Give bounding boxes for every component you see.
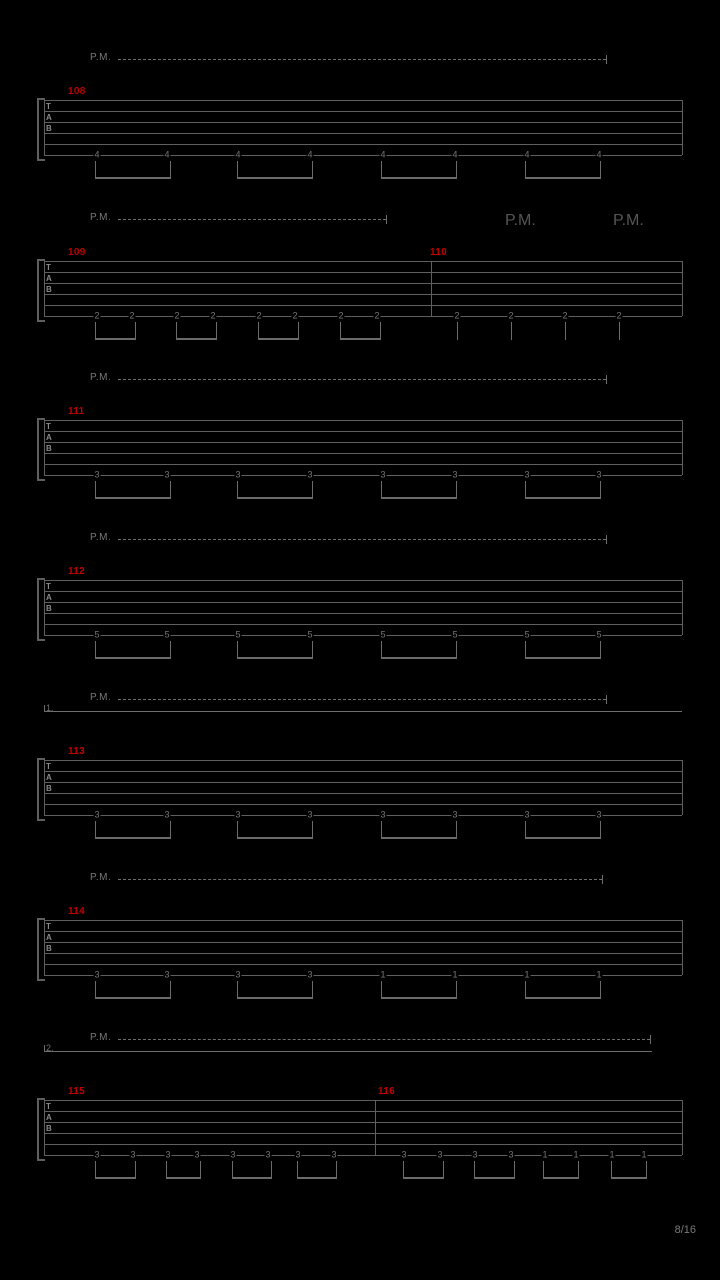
- barline-start: [44, 420, 45, 475]
- staff-line: [44, 1133, 682, 1134]
- rhythm-beam: [95, 481, 171, 499]
- measure-number: 110: [430, 247, 448, 258]
- fret-number: 4: [235, 149, 241, 160]
- tab-staff: [44, 100, 682, 160]
- fret-number: 3: [596, 809, 602, 820]
- staff-line: [44, 591, 682, 592]
- fret-number: 2: [338, 310, 344, 321]
- palm-mute-dashed-line: [118, 879, 602, 880]
- fret-number: 5: [235, 629, 241, 640]
- rhythm-beam: [237, 641, 313, 659]
- tab-clef-letter: A: [46, 274, 52, 283]
- tab-clef-letter: T: [46, 263, 51, 272]
- staff-line: [44, 475, 682, 476]
- rhythm-stem: [565, 322, 566, 340]
- fret-number: 2: [129, 310, 135, 321]
- tab-clef-letter: B: [46, 944, 52, 953]
- fret-number: 2: [292, 310, 298, 321]
- palm-mute-indication: [0, 52, 720, 69]
- rhythm-beam: [340, 322, 381, 340]
- barline-end: [682, 1100, 683, 1155]
- fret-number: 3: [307, 469, 313, 480]
- tab-clef-letter: T: [46, 922, 51, 931]
- staff-line: [44, 1144, 682, 1145]
- barline: [431, 261, 432, 316]
- palm-mute-label: P.M.: [90, 1032, 112, 1043]
- fret-number: 1: [542, 1149, 548, 1160]
- tab-clef-letter: B: [46, 285, 52, 294]
- staff-line: [44, 1155, 682, 1156]
- fret-number: 3: [130, 1149, 136, 1160]
- staff-line: [44, 815, 682, 816]
- music-system: [0, 372, 720, 515]
- palm-mute-end-tick: [602, 875, 603, 884]
- rhythm-beam: [176, 322, 217, 340]
- fret-number: 4: [380, 149, 386, 160]
- staff-line: [44, 261, 682, 262]
- tab-staff: [44, 920, 682, 980]
- page-number: 8/16: [674, 1224, 696, 1236]
- palm-mute-dashed-line: [118, 219, 386, 220]
- barline-end: [682, 261, 683, 316]
- rhythm-beam: [95, 1161, 136, 1179]
- rhythm-beam: [95, 821, 171, 839]
- palm-mute-dashed-line: [118, 699, 606, 700]
- staff-line: [44, 975, 682, 976]
- palm-mute-label: P.M.: [90, 372, 112, 383]
- fret-number: 3: [307, 809, 313, 820]
- tab-staff: [44, 1100, 682, 1160]
- fret-number: 5: [452, 629, 458, 640]
- staff-line: [44, 100, 682, 101]
- measure-number: 108: [68, 86, 86, 97]
- tab-clef-letter: B: [46, 1124, 52, 1133]
- staff-line: [44, 613, 682, 614]
- rhythm-beam: [403, 1161, 444, 1179]
- fret-number: 2: [94, 310, 100, 321]
- tab-clef-letter: A: [46, 1113, 52, 1122]
- fret-number: 1: [641, 1149, 647, 1160]
- rhythm-stem: [619, 322, 620, 340]
- rhythm-beam: [258, 322, 299, 340]
- fret-number: 4: [452, 149, 458, 160]
- fret-number: 3: [94, 809, 100, 820]
- staff-line: [44, 804, 682, 805]
- fret-number: 3: [164, 469, 170, 480]
- fret-number: 1: [573, 1149, 579, 1160]
- barline-start: [44, 1100, 45, 1155]
- palm-mute-indication: [0, 872, 720, 889]
- measure-number: 116: [378, 1086, 396, 1097]
- fret-number: 3: [508, 1149, 514, 1160]
- rhythm-beam: [381, 641, 457, 659]
- barline-start: [44, 100, 45, 155]
- ending-bracket-line: [44, 711, 682, 712]
- tab-clef-letter: B: [46, 784, 52, 793]
- measure-number: 114: [68, 906, 86, 917]
- fret-number: 3: [524, 809, 530, 820]
- staff-line: [44, 111, 682, 112]
- repeat-ending-bracket: [44, 1045, 652, 1059]
- fret-number: 3: [380, 469, 386, 480]
- tab-clef-letter: T: [46, 582, 51, 591]
- rhythm-beam: [381, 161, 457, 179]
- staff-line: [44, 442, 682, 443]
- fret-number: 3: [235, 469, 241, 480]
- palm-mute-end-tick: [386, 215, 387, 224]
- rhythm-stem: [457, 322, 458, 340]
- fret-number: 5: [524, 629, 530, 640]
- palm-mute-end-tick: [606, 55, 607, 64]
- music-system: [0, 692, 720, 835]
- music-system: [0, 1032, 720, 1175]
- palm-mute-dashed-line: [118, 379, 606, 380]
- rhythm-beam: [237, 981, 313, 999]
- fret-number: 3: [194, 1149, 200, 1160]
- fret-number: 3: [401, 1149, 407, 1160]
- tab-staff: [44, 420, 682, 480]
- rhythm-beam: [95, 322, 136, 340]
- staff-line: [44, 133, 682, 134]
- staff-line: [44, 283, 682, 284]
- barline-start: [44, 580, 45, 635]
- tab-clef-letter: T: [46, 1102, 51, 1111]
- staff-line: [44, 144, 682, 145]
- staff-line: [44, 953, 682, 954]
- staff-line: [44, 316, 682, 317]
- palm-mute-indication: [0, 372, 720, 389]
- palm-mute-label: P.M.: [90, 872, 112, 883]
- staff-line: [44, 420, 682, 421]
- rhythm-beam: [525, 481, 601, 499]
- fret-number: 1: [609, 1149, 615, 1160]
- measure-number: 109: [68, 247, 86, 258]
- staff-line: [44, 155, 682, 156]
- rhythm-beam: [95, 161, 171, 179]
- rhythm-beam: [95, 641, 171, 659]
- palm-mute-indication: [0, 212, 720, 229]
- rhythm-beam: [525, 821, 601, 839]
- rhythm-beam: [237, 161, 313, 179]
- fret-number: 1: [380, 969, 386, 980]
- rhythm-beam: [237, 481, 313, 499]
- rhythm-beam: [95, 981, 171, 999]
- rhythm-beam: [166, 1161, 201, 1179]
- palm-mute-label: P.M.: [505, 212, 536, 229]
- repeat-ending-bracket: [44, 705, 682, 719]
- fret-number: 3: [472, 1149, 478, 1160]
- fret-number: 3: [165, 1149, 171, 1160]
- staff-line: [44, 931, 682, 932]
- rhythm-beam: [381, 481, 457, 499]
- barline-start: [44, 760, 45, 815]
- rhythm-beam: [381, 981, 457, 999]
- palm-mute-end-tick: [606, 535, 607, 544]
- tab-clef-letter: B: [46, 604, 52, 613]
- barline-end: [682, 100, 683, 155]
- fret-number: 2: [562, 310, 568, 321]
- fret-number: 4: [307, 149, 313, 160]
- tab-staff: [44, 580, 682, 640]
- music-system: [0, 212, 720, 355]
- fret-number: 3: [230, 1149, 236, 1160]
- fret-number: 2: [508, 310, 514, 321]
- staff-line: [44, 793, 682, 794]
- ending-bracket-line: [44, 1051, 652, 1052]
- rhythm-beam: [232, 1161, 272, 1179]
- fret-number: 5: [307, 629, 313, 640]
- staff-line: [44, 964, 682, 965]
- fret-number: 2: [174, 310, 180, 321]
- ending-number: 2.: [46, 1043, 54, 1053]
- fret-number: 3: [164, 969, 170, 980]
- music-system: [0, 872, 720, 1015]
- palm-mute-label: P.M.: [90, 692, 112, 703]
- staff-line: [44, 771, 682, 772]
- staff-line: [44, 305, 682, 306]
- fret-number: 3: [235, 969, 241, 980]
- music-system: [0, 52, 720, 195]
- tab-clef-letter: A: [46, 433, 52, 442]
- palm-mute-end-tick: [606, 695, 607, 704]
- palm-mute-label: P.M.: [90, 52, 112, 63]
- barline-end: [682, 580, 683, 635]
- tab-clef-letter: T: [46, 422, 51, 431]
- fret-number: 3: [94, 1149, 100, 1160]
- music-system: [0, 532, 720, 675]
- barline: [375, 1100, 376, 1155]
- staff-line: [44, 122, 682, 123]
- fret-number: 3: [164, 809, 170, 820]
- staff-line: [44, 602, 682, 603]
- fret-number: 3: [235, 809, 241, 820]
- staff-line: [44, 580, 682, 581]
- fret-number: 2: [210, 310, 216, 321]
- rhythm-beam: [543, 1161, 579, 1179]
- staff-line: [44, 464, 682, 465]
- tab-clef-letter: A: [46, 933, 52, 942]
- fret-number: 1: [524, 969, 530, 980]
- fret-number: 1: [596, 969, 602, 980]
- staff-line: [44, 1122, 682, 1123]
- palm-mute-end-tick: [650, 1035, 651, 1044]
- fret-number: 4: [596, 149, 602, 160]
- barline-start: [44, 920, 45, 975]
- palm-mute-label: P.M.: [90, 212, 112, 223]
- fret-number: 3: [94, 969, 100, 980]
- rhythm-stem: [511, 322, 512, 340]
- fret-number: 2: [616, 310, 622, 321]
- fret-number: 5: [94, 629, 100, 640]
- tab-clef-letter: T: [46, 102, 51, 111]
- tab-clef-letter: A: [46, 593, 52, 602]
- fret-number: 3: [452, 469, 458, 480]
- fret-number: 1: [452, 969, 458, 980]
- staff-line: [44, 272, 682, 273]
- staff-line: [44, 782, 682, 783]
- fret-number: 4: [94, 149, 100, 160]
- rhythm-beam: [381, 821, 457, 839]
- fret-number: 3: [295, 1149, 301, 1160]
- fret-number: 5: [380, 629, 386, 640]
- rhythm-beam: [474, 1161, 515, 1179]
- fret-number: 3: [265, 1149, 271, 1160]
- fret-number: 4: [524, 149, 530, 160]
- fret-number: 3: [596, 469, 602, 480]
- fret-number: 5: [164, 629, 170, 640]
- rhythm-beam: [525, 641, 601, 659]
- measure-number: 111: [68, 406, 85, 417]
- palm-mute-indication: [0, 532, 720, 549]
- fret-number: 2: [454, 310, 460, 321]
- fret-number: 3: [307, 969, 313, 980]
- fret-number: 2: [374, 310, 380, 321]
- palm-mute-label: P.M.: [90, 532, 112, 543]
- tab-clef-letter: A: [46, 773, 52, 782]
- tab-staff: [44, 760, 682, 820]
- fret-number: 3: [380, 809, 386, 820]
- fret-number: 3: [94, 469, 100, 480]
- staff-line: [44, 920, 682, 921]
- tab-clef-letter: T: [46, 762, 51, 771]
- fret-number: 3: [524, 469, 530, 480]
- fret-number: 3: [452, 809, 458, 820]
- rhythm-beam: [297, 1161, 337, 1179]
- palm-mute-dashed-line: [118, 1039, 650, 1040]
- barline-end: [682, 420, 683, 475]
- rhythm-beam: [611, 1161, 647, 1179]
- tab-staff: [44, 261, 682, 321]
- fret-number: 3: [437, 1149, 443, 1160]
- rhythm-beam: [237, 821, 313, 839]
- rhythm-beam: [525, 981, 601, 999]
- staff-line: [44, 760, 682, 761]
- staff-line: [44, 624, 682, 625]
- staff-line: [44, 1100, 682, 1101]
- staff-line: [44, 1111, 682, 1112]
- palm-mute-dashed-line: [118, 539, 606, 540]
- measure-number: 113: [68, 746, 86, 757]
- measure-number: 115: [68, 1086, 86, 1097]
- barline-end: [682, 760, 683, 815]
- staff-line: [44, 294, 682, 295]
- palm-mute-end-tick: [606, 375, 607, 384]
- measure-number: 112: [68, 566, 86, 577]
- palm-mute-dashed-line: [118, 59, 606, 60]
- ending-number: 1.: [46, 703, 54, 713]
- staff-line: [44, 942, 682, 943]
- barline-end: [682, 920, 683, 975]
- staff-line: [44, 431, 682, 432]
- palm-mute-label: P.M.: [613, 212, 644, 229]
- fret-number: 4: [164, 149, 170, 160]
- tab-clef-letter: B: [46, 444, 52, 453]
- staff-line: [44, 453, 682, 454]
- tab-clef-letter: B: [46, 124, 52, 133]
- staff-line: [44, 635, 682, 636]
- tab-clef-letter: A: [46, 113, 52, 122]
- barline-start: [44, 261, 45, 316]
- fret-number: 5: [596, 629, 602, 640]
- fret-number: 3: [331, 1149, 337, 1160]
- rhythm-beam: [525, 161, 601, 179]
- fret-number: 2: [256, 310, 262, 321]
